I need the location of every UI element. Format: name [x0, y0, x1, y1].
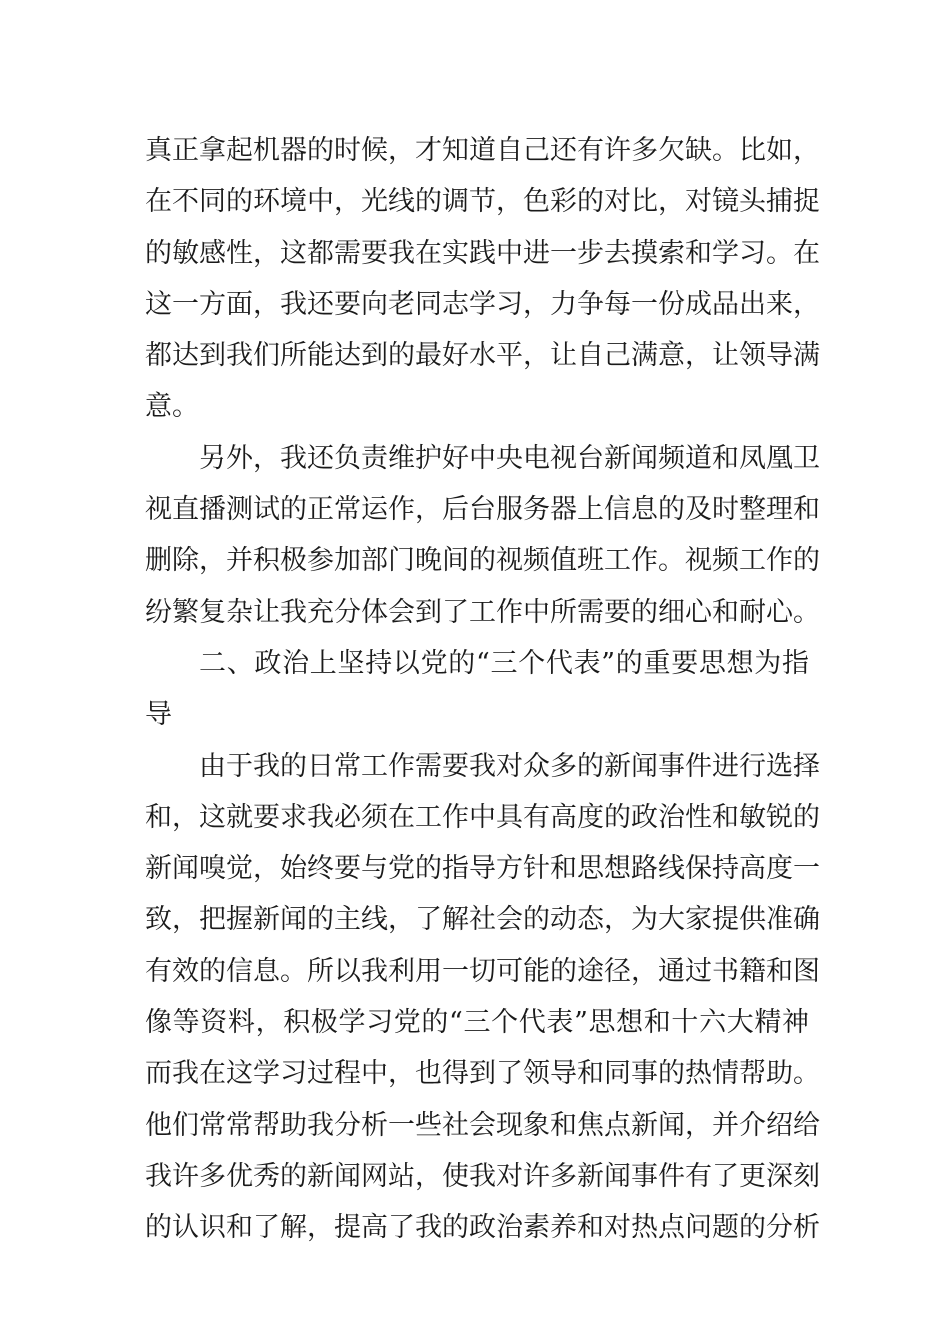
text-line: 纷繁复杂让我充分体会到了工作中所需要的细心和耐心。 — [145, 596, 820, 628]
text-line: 的认识和了解，提高了我的政治素养和对热点问题的分析 — [145, 1212, 820, 1244]
text-line: 视直播测试的正常运作，后台服务器上信息的及时整理和 — [145, 494, 820, 526]
text-line-paragraph-start: 另外，我还负责维护好中央电视台新闻频道和凤凰卫 — [199, 442, 820, 474]
text-line: 删除，并积极参加部门晚间的视频值班工作。视频工作的 — [145, 545, 820, 577]
text-line: 致，把握新闻的主线，了解社会的动态，为大家提供准确 — [145, 904, 820, 936]
text-line: 和，这就要求我必须在工作中具有高度的政治性和敏锐的 — [145, 801, 820, 833]
section-heading-line: 导 — [145, 699, 172, 731]
text-line: 意。 — [145, 391, 199, 423]
text-line: 我许多优秀的新闻网站，使我对许多新闻事件有了更深刻 — [145, 1160, 820, 1192]
text-line: 的敏感性，这都需要我在实践中进一步去摸索和学习。在 — [145, 237, 820, 269]
text-line: 这一方面，我还要向老同志学习，力争每一份成品出来， — [145, 288, 820, 320]
text-line: 在不同的环境中，光线的调节，色彩的对比，对镜头捕捉 — [145, 186, 820, 218]
text-line: 像等资料，积极学习党的“三个代表”思想和十六大精神 — [145, 1007, 809, 1039]
text-line: 而我在这学习过程中，也得到了领导和同事的热情帮助。 — [145, 1058, 820, 1090]
section-heading-line: 二、政治上坚持以党的“三个代表”的重要思想为指 — [199, 647, 809, 679]
text-line: 真正拿起机器的时候，才知道自己还有许多欠缺。比如， — [145, 135, 820, 166]
text-line: 他们常常帮助我分析一些社会现象和焦点新闻，并介绍给 — [145, 1109, 820, 1141]
text-line: 有效的信息。所以我利用一切可能的途径，通过书籍和图 — [145, 955, 820, 987]
text-line: 新闻嗅觉，始终要与党的指导方针和思想路线保持高度一 — [145, 853, 820, 885]
text-line-paragraph-start: 由于我的日常工作需要我对众多的新闻事件进行选择 — [199, 750, 820, 782]
text-line: 都达到我们所能达到的最好水平，让自己满意，让领导满 — [145, 340, 820, 372]
body-text — [145, 125, 820, 1254]
